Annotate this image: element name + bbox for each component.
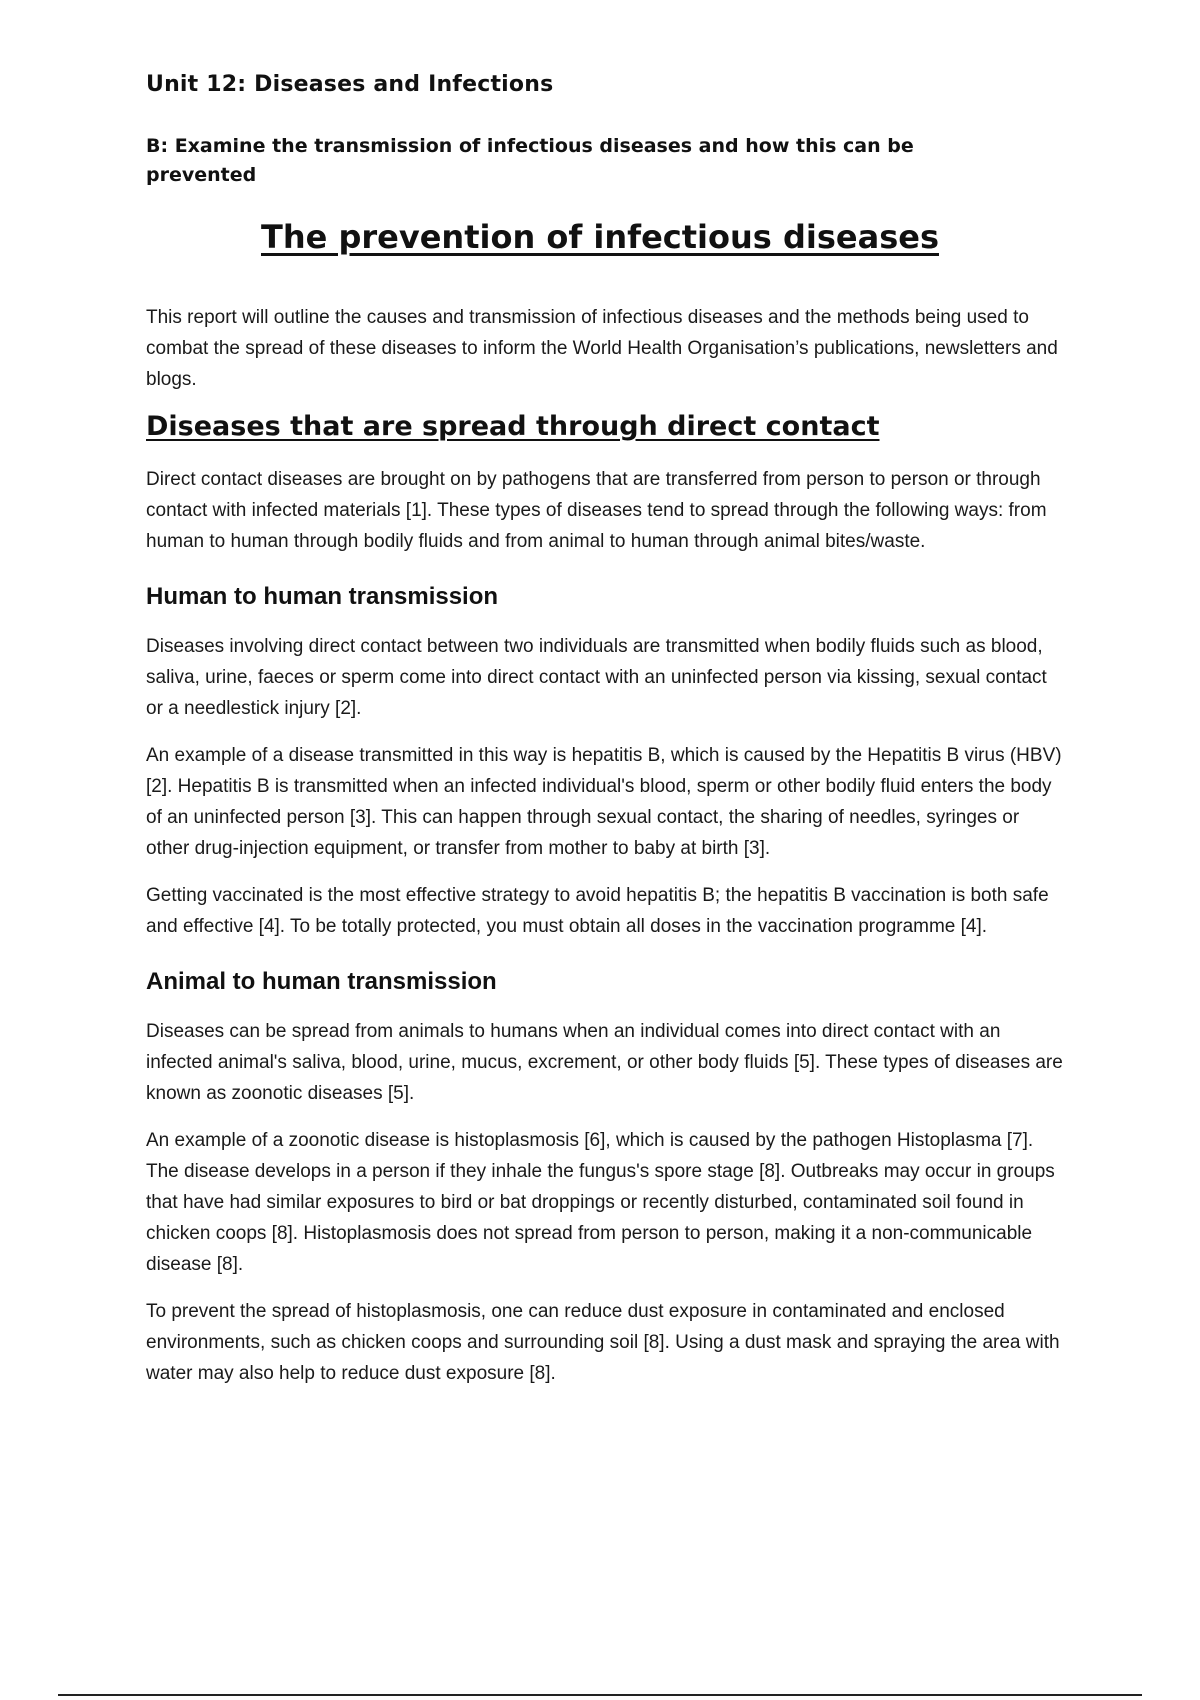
intro-paragraph: This report will outline the causes and transmission of infectious diseases and the methods being used to combat the spread of these diseases to inform the World Health Organisation’s publications, newsletters and blogs.	[146, 307, 1058, 390]
animal-to-human-heading: Animal to human transmission	[146, 968, 497, 995]
footer-divider	[58, 1694, 1142, 1696]
direct-contact-heading: Diseases that are spread through direct contact	[146, 411, 880, 442]
unit-title: Unit 12: Diseases and Infections	[146, 72, 554, 97]
document-body	[146, 302, 1064, 1405]
direct-contact-paragraph: Direct contact diseases are brought on by pathogens that are transferred from person to person or through contact with infected materials [1]. These types of diseases tend to spread through the following ways: from human to human through bodily fluids and from animal to human through animal bites/waste.	[146, 469, 1047, 552]
human-to-human-paragraph-2: An example of a disease transmitted in this way is hepatitis B, which is caused by the Hepatitis B virus (HBV) [2]. Hepatitis B is transmitted when an infected individual's blood, sperm or other bodily fluid enters the body of an uninfected person [3]. This can happen through sexual contact, the sharing of needles, syringes or other drug-injection equipment, or transfer from mother to baby at birth [3].	[146, 745, 1062, 859]
document-title: The prevention of infectious diseases	[261, 218, 939, 256]
animal-to-human-paragraph-2: An example of a zoonotic disease is histoplasmosis [6], which is caused by the pathogen Histoplasma [7]. The disease develops in a person if they inhale the fungus's spore stage [8]. Outbreaks may occur in groups that have had similar exposures to bird or bat droppings or recently disturbed, contaminated soil found in chicken coops [8]. Histoplasmosis does not spread from person to person, making it a non-communicable disease [8].	[146, 1130, 1055, 1275]
human-to-human-paragraph-3: Getting vaccinated is the most effective strategy to avoid hepatitis B; the hepatitis B vaccination is both safe and effective [4]. To be totally protected, you must obtain all doses in the vaccination programme [4].	[146, 885, 1049, 937]
animal-to-human-paragraph-1: Diseases can be spread from animals to humans when an individual comes into direct contact with an infected animal's saliva, blood, urine, mucus, excrement, or other body fluids [5]. These types of diseases are known as zoonotic diseases [5].	[146, 1021, 1063, 1104]
human-to-human-paragraph-1: Diseases involving direct contact between two individuals are transmitted when bodily fluids such as blood, saliva, urine, faeces or sperm come into direct contact with an uninfected person via kissing, sexual contact or a needlestick injury [2].	[146, 636, 1047, 719]
learning-aim-heading: B: Examine the transmission of infectious diseases and how this can be prevented	[146, 135, 914, 186]
human-to-human-heading: Human to human transmission	[146, 583, 499, 610]
animal-to-human-paragraph-3: To prevent the spread of histoplasmosis, one can reduce dust exposure in contaminated and enclosed environments, such as chicken coops and surrounding soil [8]. Using a dust mask and spraying the area with water may also help to reduce dust exposure [8].	[146, 1301, 1060, 1384]
